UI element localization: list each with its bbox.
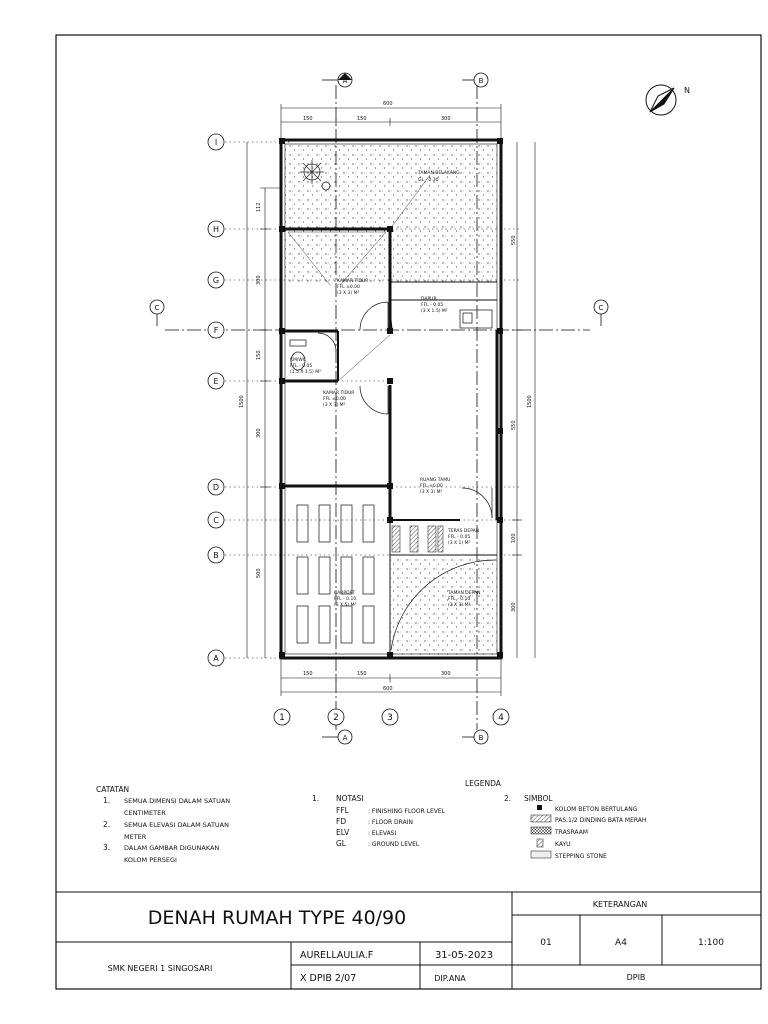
dim-label: 1500 [239,395,245,408]
stepping-stone-symbol-icon [531,851,551,858]
grid-label: F [213,326,219,335]
simbol-label: KOLOM BETON BERTULANG [555,806,638,813]
section-tag: B [478,77,484,85]
grid-label: 3 [387,713,393,723]
section-tag: B [478,734,484,742]
notasi-desc: : FLOOR DRAIN [368,819,413,826]
grid-label: E [213,377,219,386]
room-level: FFL - 0.10 [334,597,357,602]
grid-label: 1 [279,713,285,723]
class-name: X DPIB 2/07 [300,973,357,984]
section-tag: C [154,304,160,312]
room-label: KAMAR TIDUR [323,391,355,396]
section-tag: C [598,304,604,312]
section-tag: A [342,77,348,85]
simbol-label: PAS.1/2 DINDING BATA MERAH [555,817,647,824]
room-label: KAMAR TIDUR [337,279,369,284]
grid-col-bubbles [274,709,509,725]
room-size: (3 X 3) M² [420,490,443,495]
dim-label: 300 [256,428,262,438]
notasi-code: FD [336,817,347,826]
room-size: (3 X 1) M² [448,541,471,546]
trasraam-symbol-icon [531,827,551,834]
dim-label: 600 [383,686,393,692]
dimension-top [281,104,501,140]
room-level: FFL - 0.05 [448,535,471,540]
program-name: DPIB [626,973,646,982]
simbol-label: TRASRAAM [555,829,588,836]
dim-label: 150 [357,671,367,677]
notasi-desc: : ELEVASI [368,830,397,837]
room-label: KM/WC [290,358,306,363]
grid-label: G [212,276,220,285]
dim-label: 150 [303,116,313,122]
notasi-desc: : GROUND LEVEL [368,841,420,848]
notasi-desc: : FINISHING FLOOR LEVEL [368,808,446,815]
note-text: SEMUA DIMENSI DALAM SATUAN [124,797,231,805]
taman-depan-fill [390,555,497,655]
notasi-code: ELV [336,828,350,837]
room-size: (3 X 1.5) M² [421,309,448,314]
grid-label: H [212,225,220,234]
grid-label: B [213,551,219,560]
north-label: N [684,86,690,95]
catatan-notes [96,785,230,864]
kolom-symbol-icon [537,805,542,810]
dim-label: 550 [511,235,517,245]
carport-stepping-stones [297,505,374,643]
bata-symbol-icon [531,815,551,822]
note-text: KOLOM PERSEGI [124,856,177,864]
legend-title: LEGENDA [465,779,501,788]
grid-label: C [213,516,219,525]
simbol-title: SIMBOL [524,794,553,803]
room-level: FFL ±0.00 [337,285,360,290]
school-name: SMK NEGERI 1 SINGOSARI [107,964,213,973]
dimension-left [247,142,281,658]
grid-label: D [212,483,220,492]
note-num: 1. [103,796,111,805]
legenda [312,779,646,860]
dim-label: 112 [256,202,262,212]
keterangan-header: KETERANGAN [592,900,648,909]
sheet-number: 01 [540,938,552,948]
notasi-title: NOTASI [336,794,364,803]
dim-label: 300 [511,602,517,612]
paper-size: A4 [615,938,627,948]
room-label: TERAS DEPAN [448,529,480,534]
note-num: 2. [103,820,111,829]
room-size: (3 X 3) M² [337,291,360,296]
dim-label: 300 [441,671,451,677]
note-text: CENTIMETER [124,809,166,817]
dim-label: 100 [511,533,517,543]
drawing-title: DENAH RUMAH TYPE 40/90 [147,907,407,929]
dim-label: 600 [383,101,393,107]
note-text: DALAM GAMBAR DIGUNAKAN [124,844,220,852]
room-label: DAPUR [421,297,437,302]
notasi-code: GL [336,839,346,848]
room-level: FFL ±0.00 [420,484,443,489]
dim-label: 500 [256,568,262,578]
dim-label: 150 [256,350,262,360]
author-name: AURELLAULIA.F [300,950,374,961]
grid-label: I [214,138,218,147]
dim-label: 150 [357,116,367,122]
note-text: SEMUA ELEVASI DALAM SATUAN [124,821,229,829]
room-label: RUANG TAMU [420,478,451,483]
catatan-title: CATATAN [96,785,130,794]
simbol-label: KAYU [555,841,571,848]
notasi-code: FFL [336,806,349,815]
dim-label: 300 [256,275,262,285]
room-size: (3 X 5) M² [334,603,357,608]
room-label: TAMAN BELAKANG [418,171,460,176]
note-text: METER [124,833,147,841]
room-level: FFL - 0.10 [448,597,471,602]
drawing-scale: 1:100 [698,938,724,948]
grid-row-bubbles [208,134,224,666]
dim-label: 300 [441,116,451,122]
room-level: FFL - 0.05 [421,303,444,308]
checker-name: DIP.ANA [434,974,466,983]
room-size: (3 X 3) M² [323,403,346,408]
simbol-label: STEPPING STONE [555,853,607,860]
legend-num: 1. [312,794,320,803]
room-level: FFL - 0.05 [290,364,313,369]
room-level: FFL ±0.00 [323,397,346,402]
dim-label: 1500 [527,395,533,408]
room-level: GL - 0.30 [418,178,439,183]
grid-label: A [213,654,219,663]
grid-label: 4 [498,713,504,723]
dim-label: 150 [303,671,313,677]
drawing-date: 31-05-2023 [434,950,494,961]
grid-label: 2 [333,713,339,723]
note-num: 3. [103,843,111,852]
kayu-symbol-icon [537,839,543,847]
legend-num: 2. [504,794,512,803]
room-label: CARPORT [334,591,356,596]
room-size: (3 X 3) M² [448,603,471,608]
north-arrow-icon [646,85,690,115]
section-tag: A [342,734,348,742]
floor-plan [150,73,690,744]
dim-label: 550 [511,420,517,430]
room-label: TAMAN DEPAN [448,591,481,596]
teras-steps [392,526,443,552]
room-size: (1.5 X 1.5) M² [290,370,321,375]
